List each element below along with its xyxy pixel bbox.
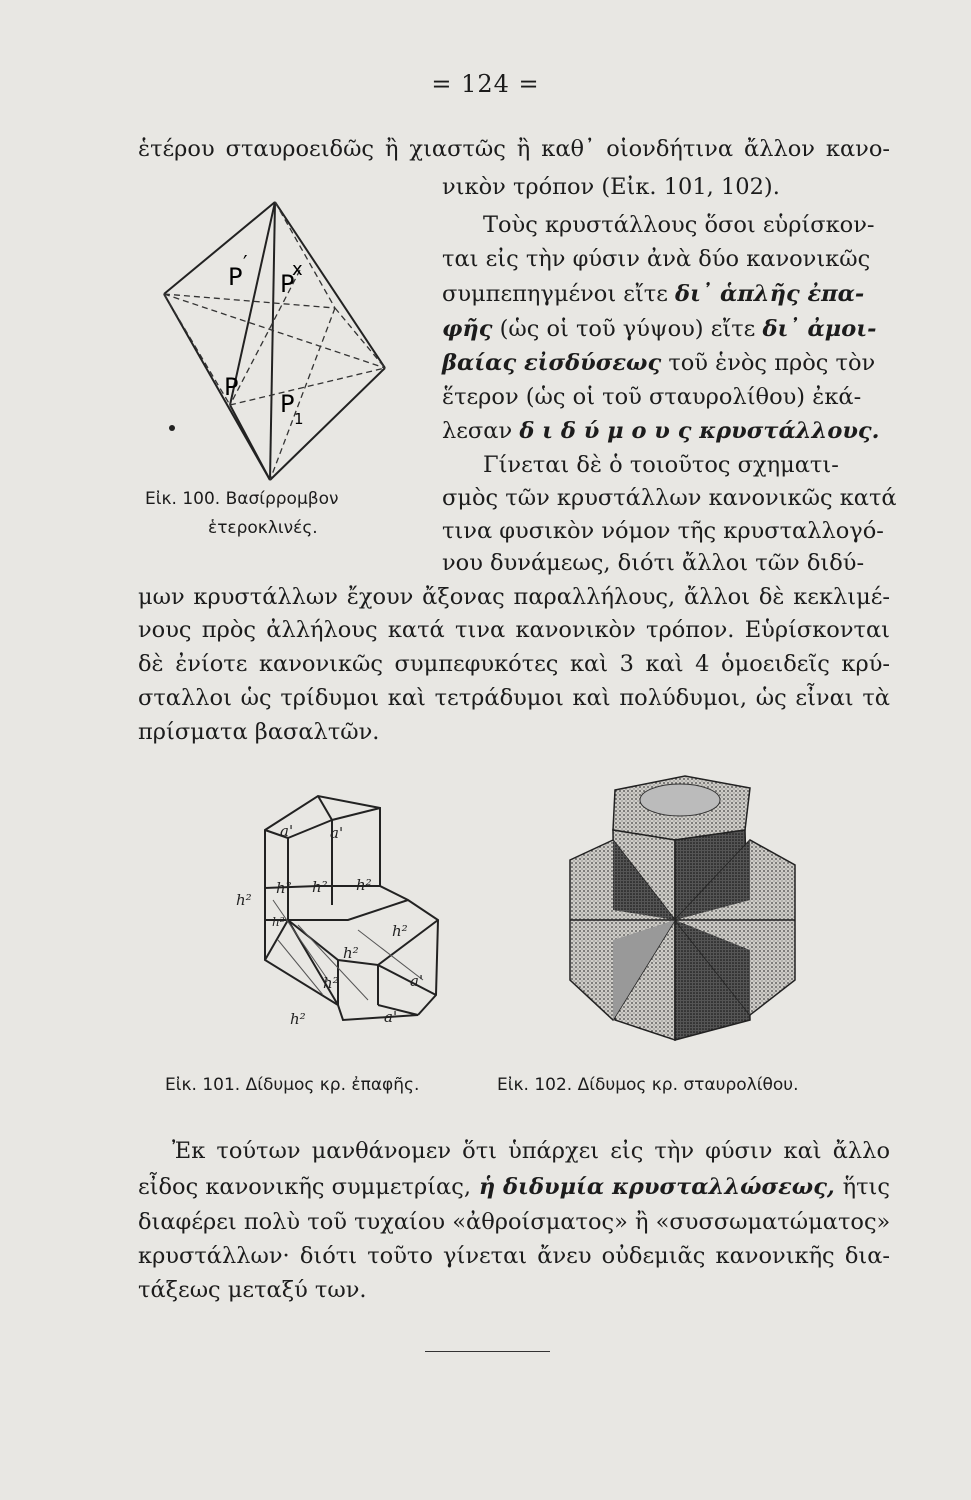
- dot-mark: [169, 425, 175, 431]
- text-line: ται εἰς τὴν φύσιν ἀνὰ δύο κανονικῶς: [442, 246, 871, 272]
- label-h: h²: [236, 891, 252, 909]
- emphasis-text: φῆς: [442, 316, 493, 342]
- text-line: τάξεως μεταξύ των.: [138, 1277, 367, 1303]
- text-line: κρυστάλλων· διότι τοῦτο γίνεται ἄνευ οὐδεμιᾶς κανονικῆς δια-: [138, 1243, 890, 1269]
- page-number: = 124 =: [431, 70, 540, 98]
- text-line: ἕτερον (ὡς οἱ τοῦ σταυρολίθου) ἐκά-: [442, 384, 862, 410]
- figure-101-contact-twin: [228, 790, 473, 1050]
- text-line: μων κρυστάλλων ἔχουν ἄξονας παραλλήλους, ἄλλοι δὲ κεκλιμέ-: [138, 584, 890, 610]
- text-line: [138, 1172, 890, 1202]
- text-line: [442, 314, 876, 344]
- emphasis-text: ἡ διδυμία κρυσταλλώσεως,: [478, 1174, 835, 1200]
- text-span: ἥτις: [842, 1174, 890, 1200]
- text-line: νικὸν τρόπον (Εἰκ. 101, 102).: [442, 174, 780, 200]
- text-line: [442, 348, 875, 378]
- label-h: h²: [312, 878, 328, 896]
- label-h: h²: [272, 915, 285, 929]
- label-h: h²: [276, 879, 292, 897]
- label-a: a': [384, 1008, 398, 1026]
- label-mark: 1: [294, 410, 304, 428]
- label-h: h²: [323, 974, 339, 992]
- text-line: Τοὺς κρυστάλλους ὅσοι εὑρίσκον-: [483, 212, 875, 238]
- label-h: h²: [343, 944, 359, 962]
- label-p: P: [228, 263, 243, 291]
- figure-100-rhombohedron: [150, 190, 400, 490]
- text-line: Γίνεται δὲ ὁ τοιοῦτος σχηματι-: [483, 452, 839, 478]
- text-span: τοῦ ἑνὸς πρὸς τὸν: [668, 350, 876, 376]
- text-span: εἶδος κανονικῆς συμμετρίας,: [138, 1174, 471, 1200]
- text-line: πρίσματα βασαλτῶν.: [138, 719, 380, 745]
- text-line: νους πρὸς ἀλλήλους κατά τινα κανονικὸν τρόπον. Εὑρίσκονται: [138, 617, 890, 643]
- figure-100-caption-2: ἑτεροκλινές.: [208, 518, 318, 538]
- emphasis-text: βαίας εἰσδύσεως: [442, 350, 662, 376]
- text-line: ἑτέρου σταυροειδῶς ἢ χιαστῶς ἢ καθ᾽ οἱονδήτινα ἄλλον κανο-: [138, 136, 890, 162]
- text-line: δὲ ἐνίοτε κανονικῶς συμπεφυκότες καὶ 3 καὶ 4 ὁμοειδεῖς κρύ-: [138, 651, 890, 677]
- figure-102-caption: Εἰκ. 102. Δίδυμος κρ. σταυρολίθου.: [497, 1075, 799, 1095]
- text-line: Ἐκ τούτων μανθάνομεν ὅτι ὑπάρχει εἰς τὴν φύσιν καὶ ἄλλο: [172, 1138, 890, 1164]
- text-line: νου δυνάμεως, διότι ἄλλοι τῶν διδύ-: [442, 550, 865, 576]
- label-p: P: [280, 270, 295, 298]
- emphasis-text: δι᾽ ἀμοι-: [762, 316, 877, 342]
- label-p: P: [224, 373, 239, 401]
- figure-100-caption: Εἰκ. 100. Βασίρρομβον: [145, 489, 339, 509]
- label-a: a': [330, 824, 344, 842]
- text-line: τινα φυσικὸν νόμον τῆς κρυσταλλογό-: [442, 518, 884, 544]
- label-p: P: [280, 390, 295, 418]
- emphasis-text: δ ι δ ύ μ ο υ ς κρυστάλλους.: [519, 418, 880, 444]
- label-mark: ′: [243, 251, 248, 275]
- label-mark: x: [292, 259, 303, 280]
- text-line: [442, 416, 879, 446]
- text-line: σταλλοι ὡς τρίδυμοι καὶ τετράδυμοι καὶ πολύδυμοι, ὡς εἶναι τὰ: [138, 685, 890, 711]
- text-span: λεσαν: [442, 418, 513, 444]
- closing-rule: [425, 1351, 550, 1352]
- text-line: διαφέρει πολὺ τοῦ τυχαίου «ἀθροίσματος» ἢ «συσσωματώματος»: [138, 1209, 891, 1235]
- text-span: συμπεπηγμένοι εἴτε: [442, 281, 668, 307]
- figure-102-staurolite-twin: [555, 770, 815, 1070]
- text-line: [442, 279, 864, 309]
- figure-101-caption: Εἰκ. 101. Δίδυμος κρ. ἐπαφῆς.: [165, 1075, 420, 1095]
- text-span: (ὡς οἱ τοῦ γύψου) εἴτε: [499, 316, 756, 342]
- label-h: h²: [290, 1010, 306, 1028]
- label-a: a': [280, 822, 294, 840]
- label-a: a': [410, 972, 424, 990]
- text-line: σμὸς τῶν κρυστάλλων κανονικῶς κατά: [442, 485, 897, 511]
- label-h: h²: [392, 922, 408, 940]
- emphasis-text: δι᾽ ἁπλῆς ἐπα-: [675, 281, 865, 307]
- label-h: h²: [356, 876, 372, 894]
